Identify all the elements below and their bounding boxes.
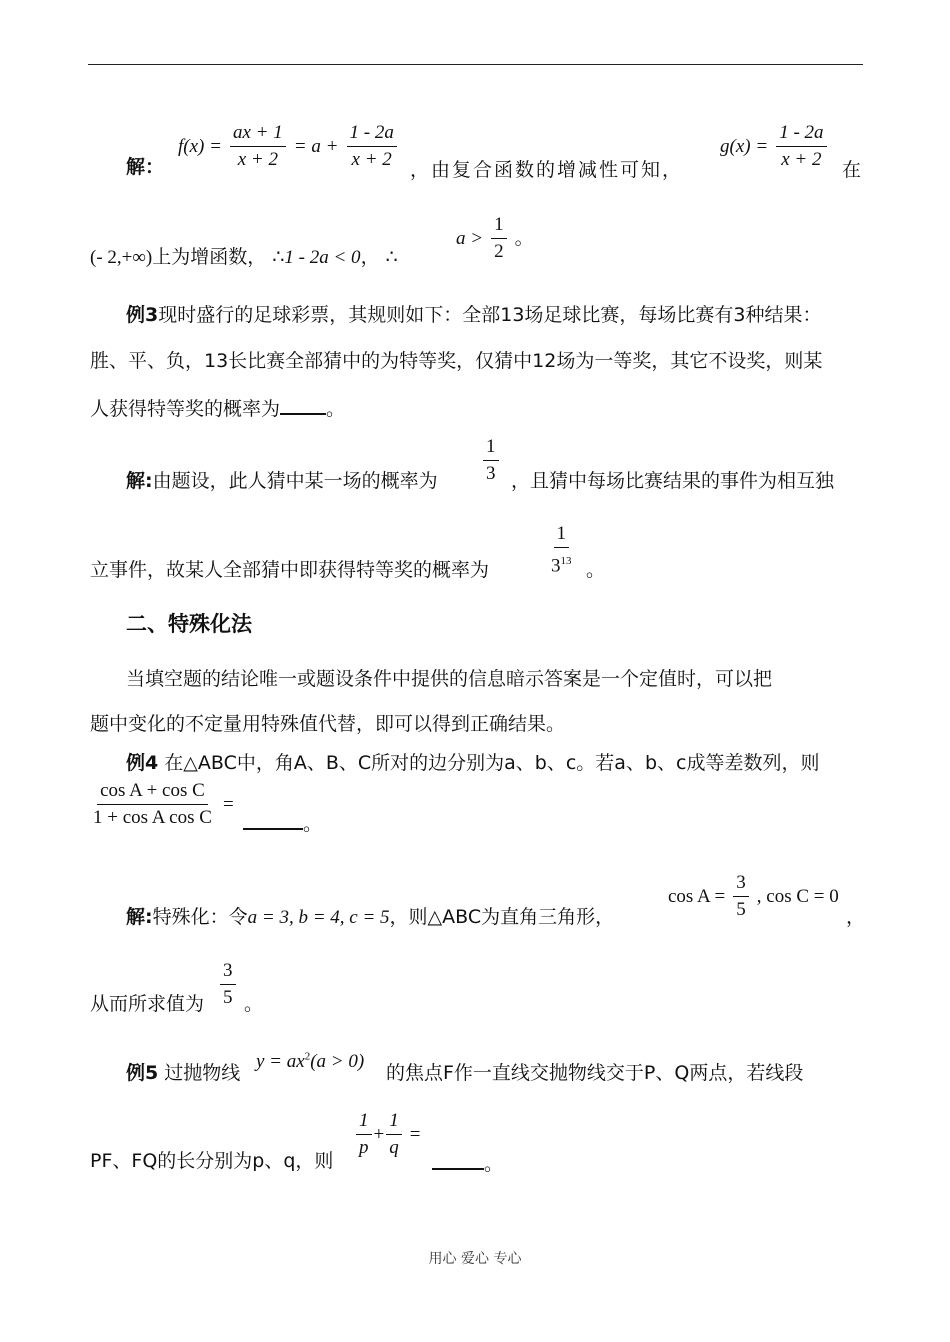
fraction-denominator: q: [389, 1137, 399, 1158]
fraction-denominator: 3: [486, 463, 496, 484]
example-label: 例5: [126, 1062, 159, 1084]
equation-condition: (a > 0): [310, 1051, 365, 1072]
cos-a: cos A =: [668, 886, 726, 907]
plus-sign: +: [373, 1124, 385, 1145]
parabola-equation: [256, 1050, 364, 1073]
fraction-1-q: [386, 1110, 402, 1159]
fraction-denominator: 2: [494, 241, 504, 262]
example-3-text: 人获得特等奖的概率为: [90, 398, 281, 420]
fraction-denominator: 5: [223, 987, 233, 1008]
equation-y: y = ax: [256, 1051, 305, 1072]
period: 。: [244, 993, 264, 1015]
fraction-numerator: 1 - 2a: [347, 122, 397, 147]
fraction-denominator: p: [359, 1137, 369, 1158]
fraction-numerator: ax + 1: [230, 122, 286, 147]
solution-2-line-2: [90, 244, 398, 271]
example-5-line-2: PF、FQ的长分别为p、q，则: [90, 1150, 334, 1172]
fraction-numerator: 1: [386, 1110, 402, 1135]
example-5-line-1: [126, 1060, 240, 1086]
example-5-formula: [354, 1110, 420, 1159]
interval: (- 2,+∞): [90, 247, 153, 268]
example-3-text: 现时盛行的足球彩票，其规则如下：全部13场足球比赛，每场比赛有3种结果：: [158, 304, 822, 326]
period: 。: [484, 1153, 504, 1175]
fraction-numerator: 3: [733, 872, 749, 897]
fraction-numerator: cos A + cos C: [97, 780, 208, 805]
fraction-denominator: 5: [736, 899, 746, 920]
example-label: 例4: [126, 752, 159, 774]
equals-sign: =: [222, 794, 234, 815]
fraction-numerator: 1: [356, 1110, 372, 1135]
equals-sign: =: [409, 1124, 421, 1145]
fraction-g: [776, 122, 826, 171]
therefore-symbol: ∴: [272, 246, 285, 268]
solution-4-text: 特殊化：令: [152, 906, 248, 928]
fraction-denominator: x + 2: [781, 149, 822, 170]
example-4-line-1: [126, 750, 819, 776]
example-5-text: 过抛物线: [164, 1062, 241, 1084]
fraction-denominator: x + 2: [237, 149, 278, 170]
inequality: 1 - 2a < 0: [284, 247, 361, 268]
fraction-1-p: [356, 1110, 372, 1159]
comma: ，: [846, 906, 866, 928]
fraction-numerator: 1: [554, 523, 570, 548]
answer-blank: [243, 808, 303, 830]
fraction-ax1-x2: [230, 122, 286, 171]
fraction-body: [548, 523, 575, 577]
solution-label: 解：: [126, 156, 165, 178]
comma: ，: [360, 246, 380, 268]
example-label: 例3: [126, 304, 159, 326]
special-values: a = 3, b = 4, c = 5: [247, 907, 390, 928]
section-2-para-line-1: 当填空题的结论唯一或题设条件中提供的信息暗示答案是一个定值时，可以把: [126, 668, 773, 690]
solution-label: 解:: [126, 906, 153, 928]
example-5-answer: [432, 1148, 503, 1176]
fraction-cos: [90, 780, 215, 829]
solution-4-cos-formula: [668, 872, 839, 921]
result-fraction: [218, 960, 238, 1009]
answer-blank: [280, 393, 326, 415]
header-rule: [88, 64, 863, 65]
fraction-numerator: 1: [483, 436, 499, 461]
formula-f: f(x) =: [178, 136, 222, 157]
example-3-line-3: [90, 393, 345, 422]
page-footer: 用心 爱心 专心: [428, 1251, 522, 1267]
formula-g: g(x) =: [720, 136, 769, 157]
fraction-numerator: 1 - 2a: [776, 122, 826, 147]
fraction-denominator: x + 2: [351, 149, 392, 170]
example-4-formula: [88, 780, 234, 829]
period: 。: [326, 398, 346, 420]
solution-4-text-2: ，则△ABC为直角三角形，: [389, 906, 615, 928]
period: 。: [303, 813, 323, 835]
cos-c: , cos C = 0: [756, 886, 839, 907]
solution-3-text-2: ，且猜中每场比赛结果的事件为相互独: [511, 470, 835, 492]
example-5-text-2: 的焦点F作一直线交抛物线交于P、Q两点，若线段: [386, 1062, 804, 1084]
example-3-line-2: 胜、平、负，13长比赛全部猜中的为特等奖，仅猜中12场为一等奖，其它不设奖，则某: [90, 350, 823, 372]
therefore-symbol: ∴: [385, 246, 398, 268]
fraction-one-half: [491, 214, 507, 263]
formula-a-plus: = a +: [293, 136, 339, 157]
solution-2-formula-g: [720, 122, 829, 171]
solution-2-result: [456, 214, 534, 263]
fraction-denominator: [548, 548, 575, 577]
solution-2-line-1: [126, 154, 164, 180]
solution-2-formula-f: [178, 122, 399, 171]
exponent: 2: [304, 1050, 311, 1063]
fraction-numerator: 3: [220, 960, 236, 985]
answer-blank: [432, 1148, 484, 1170]
fraction-1-2a: [347, 122, 397, 171]
solution-4-line-2: 从而所求值为: [90, 993, 205, 1015]
solution-4-line-1: [126, 904, 614, 931]
power-exponent: 13: [560, 555, 572, 567]
fraction-one-third: [481, 436, 501, 485]
solution-2-text-1: ，由复合函数的增减性可知，: [410, 159, 684, 181]
section-2-para-line-2: 题中变化的不定量用特殊值代替，即可以得到正确结果。: [90, 713, 566, 735]
period: 。: [586, 559, 606, 581]
fraction-one-over-3-13: [546, 523, 577, 577]
fraction-three-fifths: [733, 872, 749, 921]
solution-label: 解:: [126, 470, 153, 492]
solution-3-line-2: 立事件，故某人全部猜中即获得特等奖的概率为: [90, 559, 490, 581]
solution-3-line-1: [126, 468, 438, 494]
solution-2-text-3: 上为增函数，: [152, 246, 267, 268]
example-4-text: 在△ABC中，角A、B、C所对的边分别为a、b、c。若a、b、c成等差数列，则: [164, 752, 820, 774]
power-base: 3: [551, 555, 561, 577]
result-a: a >: [456, 228, 484, 249]
fraction-numerator: 1: [491, 214, 507, 239]
solution-3-text: 由题设，此人猜中某一场的概率为: [152, 470, 438, 492]
fraction-one-third-body: [483, 436, 499, 485]
example-4-answer: [243, 808, 322, 836]
fraction-denominator: 1 + cos A cos C: [93, 807, 212, 828]
example-3-line-1: [126, 302, 822, 328]
fraction-three-fifths: [220, 960, 236, 1009]
section-heading: 二、特殊化法: [126, 612, 252, 636]
solution-2-text-2: 在: [842, 159, 862, 181]
period: 。: [514, 227, 534, 249]
